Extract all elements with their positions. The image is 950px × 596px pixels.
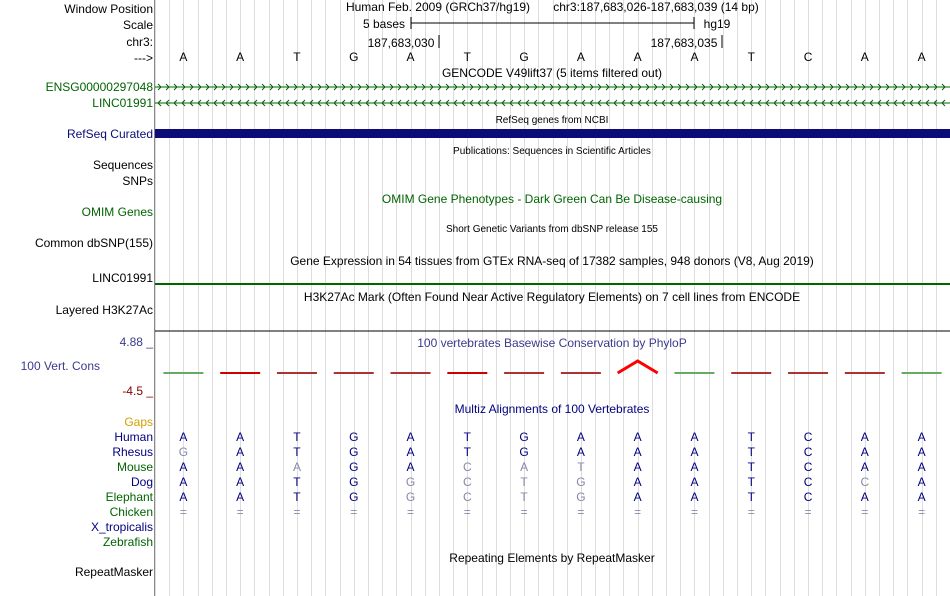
alignment-base: C	[462, 460, 472, 474]
ruler-base: T	[463, 50, 471, 64]
alignment-base: G	[519, 445, 529, 459]
publications-title: Publications: Sequences in Scientific Articles	[453, 146, 651, 157]
alignment-base: G	[349, 490, 359, 504]
label-cons-max: 4.88 _	[119, 335, 153, 349]
label-window-position: Window Position	[64, 2, 153, 16]
alignment-base: C	[803, 445, 813, 459]
alignment-base: A	[236, 430, 245, 444]
alignment-base: G	[576, 475, 586, 489]
alignment-base: C	[803, 475, 813, 489]
alignment-base: A	[236, 490, 245, 504]
ruler-base: A	[917, 50, 926, 64]
alignment-base: A	[690, 475, 699, 489]
phylop-title: 100 vertebrates Basewise Conservation by PhyloP	[417, 336, 687, 350]
alignment-base: G	[349, 445, 359, 459]
alignment-base: =	[407, 505, 415, 519]
alignment-base: A	[520, 460, 529, 474]
gtex-title: Gene Expression in 54 tissues from GTEx RNA-seq of 17382 samples, 948 donors (V8, Aug 2019)	[290, 254, 814, 268]
alignment-base: G	[349, 460, 359, 474]
alignment-base: =	[350, 505, 358, 519]
alignment-base: T	[747, 460, 755, 474]
label-gaps[interactable]: Gaps	[124, 415, 153, 429]
ruler-base: A	[690, 50, 699, 64]
alignment-base: A	[633, 430, 642, 444]
alignment-base: T	[293, 475, 301, 489]
alignment-base: G	[349, 430, 359, 444]
repeatmasker-title: Repeating Elements by RepeatMasker	[449, 551, 655, 565]
alignment-base: A	[860, 460, 869, 474]
position-label: chr3:187,683,026-187,683,039 (14 bp)	[553, 0, 759, 14]
alignment-base: T	[293, 430, 301, 444]
alignment-base: A	[690, 490, 699, 504]
alignment-base: =	[577, 505, 585, 519]
alignment-base: G	[576, 490, 586, 504]
alignment-base: A	[576, 430, 585, 444]
multiz-title: Multiz Alignments of 100 Vertebrates	[454, 402, 650, 416]
label-strand-arrow: --->	[134, 51, 153, 65]
alignment-base: C	[803, 460, 813, 474]
coord-tick-2: 187,683,035	[650, 36, 718, 50]
scale-db: hg19	[703, 17, 731, 31]
alignment-base: A	[917, 475, 926, 489]
alignment-base: A	[406, 445, 415, 459]
alignment-base: =	[236, 505, 244, 519]
label-cons-min: -4.5 _	[122, 384, 153, 398]
alignment-base: A	[179, 490, 188, 504]
ruler-base: A	[179, 50, 188, 64]
alignment-base: =	[747, 505, 755, 519]
alignment-base: A	[690, 460, 699, 474]
label-gtex[interactable]: LINC01991	[92, 271, 153, 285]
alignment-base: T	[747, 430, 755, 444]
alignment-base: T	[747, 490, 755, 504]
alignment-base: A	[690, 430, 699, 444]
ruler-base: A	[576, 50, 585, 64]
alignment-base: T	[520, 475, 528, 489]
assembly-label: Human Feb. 2009 (GRCh37/hg19)	[345, 0, 531, 14]
alignment-base: T	[293, 490, 301, 504]
ruler-base: A	[406, 50, 415, 64]
alignment-base: A	[633, 460, 642, 474]
alignment-base: T	[747, 445, 755, 459]
alignment-base: A	[179, 460, 188, 474]
label-dbsnp[interactable]: Common dbSNP(155)	[34, 236, 153, 250]
species-label[interactable]: Mouse	[116, 460, 153, 474]
label-gene-linc[interactable]: LINC01991	[92, 96, 153, 110]
alignment-base: G	[405, 475, 416, 489]
alignment-base: A	[860, 490, 869, 504]
alignment-base: =	[861, 505, 869, 519]
dbsnp-title: Short Genetic Variants from dbSNP release 155	[446, 224, 658, 235]
alignment-base: A	[633, 445, 642, 459]
species-label[interactable]: X_tropicalis	[90, 520, 153, 534]
alignment-base: C	[462, 490, 472, 504]
alignment-base: T	[747, 475, 755, 489]
scale-bases: 5 bases	[362, 17, 406, 31]
alignment-base: A	[917, 430, 926, 444]
alignment-base: C	[462, 475, 472, 489]
h3k27ac-title: H3K27Ac Mark (Often Found Near Active Regulatory Elements) on 7 cell lines from ENCODE	[303, 290, 801, 304]
alignment-base: A	[292, 460, 301, 474]
label-gene-ensg[interactable]: ENSG00000297048	[45, 80, 153, 94]
species-label[interactable]: Zebrafish	[102, 535, 153, 549]
label-chrom: chr3:	[126, 35, 153, 49]
label-cons[interactable]: 100 Vert. Cons	[20, 359, 100, 373]
gencode-title: GENCODE V49lift37 (5 items filtered out)	[441, 66, 663, 80]
track-area[interactable]	[155, 0, 950, 596]
ruler-base: G	[519, 50, 529, 64]
alignment-base: A	[406, 460, 415, 474]
ruler-base: C	[803, 50, 813, 64]
species-label[interactable]: Chicken	[109, 505, 153, 519]
alignment-base: A	[236, 445, 245, 459]
alignment-base: =	[634, 505, 642, 519]
alignment-base: C	[803, 430, 813, 444]
ruler-base: A	[236, 50, 245, 64]
ruler-base: T	[747, 50, 755, 64]
species-label[interactable]: Human	[114, 430, 153, 444]
alignment-base: A	[860, 430, 869, 444]
label-sequences[interactable]: Sequences	[92, 158, 153, 172]
alignment-base: C	[860, 475, 870, 489]
alignment-base: =	[179, 505, 187, 519]
alignment-base: T	[520, 490, 528, 504]
alignment-base: A	[917, 445, 926, 459]
ruler-base: A	[633, 50, 642, 64]
label-refseq[interactable]: RefSeq Curated	[66, 127, 153, 141]
alignment-base: T	[293, 445, 301, 459]
alignment-base: A	[917, 490, 926, 504]
alignment-base: C	[803, 490, 813, 504]
species-label[interactable]: Dog	[130, 475, 153, 489]
alignment-base: =	[293, 505, 301, 519]
alignment-base: A	[633, 475, 642, 489]
label-scale: Scale	[122, 18, 153, 32]
coord-tick-1: 187,683,030	[367, 36, 435, 50]
alignment-base: T	[463, 445, 471, 459]
alignment-base: =	[463, 505, 471, 519]
alignment-base: A	[860, 445, 869, 459]
alignment-base: A	[690, 445, 699, 459]
species-label[interactable]: Rhesus	[112, 445, 153, 459]
alignment-base: G	[519, 430, 529, 444]
alignment-base: A	[179, 475, 188, 489]
alignment-base: G	[405, 490, 416, 504]
alignment-base: A	[236, 475, 245, 489]
label-omim[interactable]: OMIM Genes	[81, 205, 153, 219]
species-label[interactable]: Elephant	[105, 490, 153, 504]
alignment-base: A	[917, 460, 926, 474]
alignment-base: G	[178, 445, 189, 459]
omim-title: OMIM Gene Phenotypes - Dark Green Can Be Disease-causing	[381, 192, 723, 206]
alignment-base: =	[690, 505, 698, 519]
alignment-base: =	[804, 505, 812, 519]
alignment-base: A	[236, 460, 245, 474]
ruler-base: A	[860, 50, 869, 64]
label-snps[interactable]: SNPs	[122, 174, 153, 188]
alignment-base: =	[520, 505, 528, 519]
refseq-title: RefSeq genes from NCBI	[495, 115, 609, 126]
alignment-base: A	[576, 445, 585, 459]
alignment-base: A	[179, 430, 188, 444]
label-h3k27ac[interactable]: Layered H3K27Ac	[55, 303, 153, 317]
alignment-base: =	[918, 505, 926, 519]
alignment-base: T	[577, 460, 585, 474]
ruler-base: T	[293, 50, 301, 64]
alignment-base: G	[349, 475, 359, 489]
alignment-base: T	[463, 430, 471, 444]
alignment-base: A	[406, 430, 415, 444]
ruler-base: G	[349, 50, 359, 64]
alignment-base: A	[633, 490, 642, 504]
label-repeatmasker[interactable]: RepeatMasker	[74, 565, 153, 579]
phylop-peak	[618, 361, 658, 373]
